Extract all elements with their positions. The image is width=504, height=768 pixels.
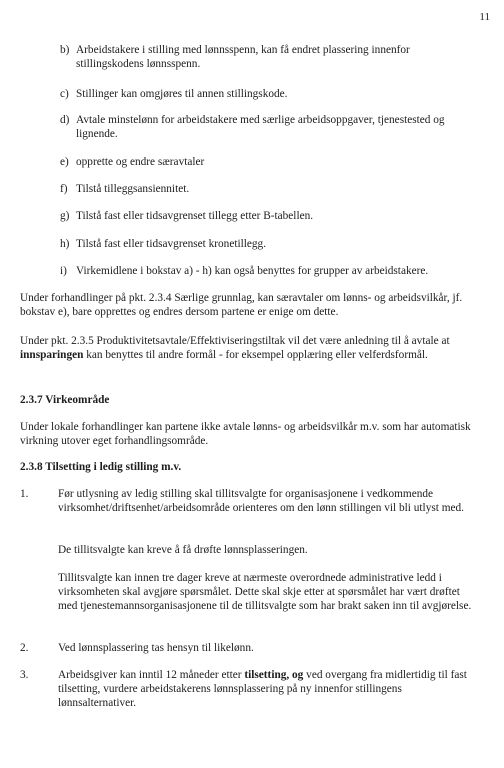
numbered-item-3: [20, 668, 482, 710]
section-heading-virkeomrade: 2.3.7 Virkeområde: [20, 394, 110, 406]
list-item-f: [60, 182, 480, 196]
numbered-item-text-part: ved overgang fra midlertidig til fast tilsetting, vurdere arbeidstakerens lønnsplassering på ny innenfor stillingens lønnsalternativer.: [58, 669, 467, 709]
list-item-e: [60, 155, 480, 169]
numbered-item-text: Ved lønnsplassering tas hensyn til likelønn.: [58, 642, 254, 654]
list-item-text: Virkemidlene i bokstav a) - h) kan også benyttes for grupper av arbeidstakere.: [76, 265, 429, 277]
paragraph-bold-text: innsparingen: [20, 349, 84, 361]
list-item-g: [60, 209, 480, 223]
list-item-text: Stillinger kan omgjøres til annen stillingskode.: [76, 88, 288, 100]
numbered-item-2: [20, 641, 482, 655]
numbered-item-label: 3.: [20, 669, 29, 681]
list-item-text: Tilstå fast eller tidsavgrenset kronetillegg.: [76, 238, 267, 250]
paragraph-saeravtaler: Under forhandlinger på pkt. 2.3.4 Særlige grunnlag, kan særavtaler om lønns- og arbeidsvilkår, jf. bokstav e), bare opprettes og endres dersom partene er enige om dette.: [20, 292, 463, 318]
page-number: 11: [479, 11, 490, 23]
list-item-text: Tilstå fast eller tidsavgrenset tillegg etter B-tabellen.: [76, 210, 314, 222]
numbered-item-text-part: Arbeidsgiver kan inntil 12 måneder etter: [58, 669, 245, 681]
list-item-label: f): [60, 183, 68, 195]
list-item-c: [60, 87, 480, 101]
list-item-i: [60, 264, 480, 278]
list-item-label: b): [60, 44, 70, 56]
list-item-text: Arbeidstakere i stilling med lønnsspenn, kan få endret plassering innenfor stillingskodens lønnsspenn.: [76, 44, 410, 70]
list-item-label: g): [60, 210, 70, 222]
list-item-text: opprette og endre særavtaler: [76, 156, 205, 168]
paragraph-tillitsvalgte: Tillitsvalgte kan innen tre dager kreve at nærmeste overordnede administrative ledd i virksomheten skal avgjøre spørsmålet. Dette skal skje etter at spørsmålet har vært drøftet med tjenestemannsorganisasjonene til de tillitsvalgte som har brakt saken inn til avgjørelse.: [58, 572, 472, 612]
section-heading-tilsetting: 2.3.8 Tilsetting i ledig stilling m.v.: [20, 461, 182, 473]
numbered-item-label: 1.: [20, 488, 29, 500]
list-item-label: e): [60, 156, 69, 168]
list-item-d: [60, 113, 480, 141]
paragraph-text: kan benyttes til andre formål - for eksempel opplæring eller velferdsformål.: [83, 349, 428, 361]
paragraph-innsparingen: [20, 334, 482, 362]
numbered-item-1: [20, 487, 482, 515]
list-item-text: Tilstå tilleggsansiennitet.: [76, 183, 190, 195]
numbered-item-bold-text: tilsetting, og: [244, 669, 304, 681]
numbered-item-text: [58, 668, 482, 710]
list-item-label: i): [60, 265, 67, 277]
paragraph-virkeomrade: Under lokale forhandlinger kan partene ikke avtale lønns- og arbeidsvilkår m.v. som har automatisk virkning utover eget forhandlingsområde.: [20, 421, 471, 447]
numbered-item-text: Før utlysning av ledig stilling skal tillitsvalgte for organisasjonene i vedkommende virksomhet/driftsenhet/arbeidsområde orienteres om den lønn stillingen vil bli utlyst med.: [58, 488, 464, 514]
paragraph-drofte: De tillitsvalgte kan kreve å få drøfte lønnsplasseringen.: [58, 544, 308, 556]
list-item-label: c): [60, 88, 69, 100]
paragraph-text: Under pkt. 2.3.5 Produktivitetsavtale/Effektiviseringstiltak vil det være anledning til å avtale at: [20, 335, 450, 347]
list-item-text: Avtale minstelønn for arbeidstakere med særlige arbeidsoppgaver, tjenestested og lignende.: [76, 114, 445, 140]
list-item-h: [60, 237, 480, 251]
numbered-item-label: 2.: [20, 642, 29, 654]
list-item-b: [60, 43, 480, 71]
list-item-label: h): [60, 238, 70, 250]
list-item-label: d): [60, 114, 70, 126]
